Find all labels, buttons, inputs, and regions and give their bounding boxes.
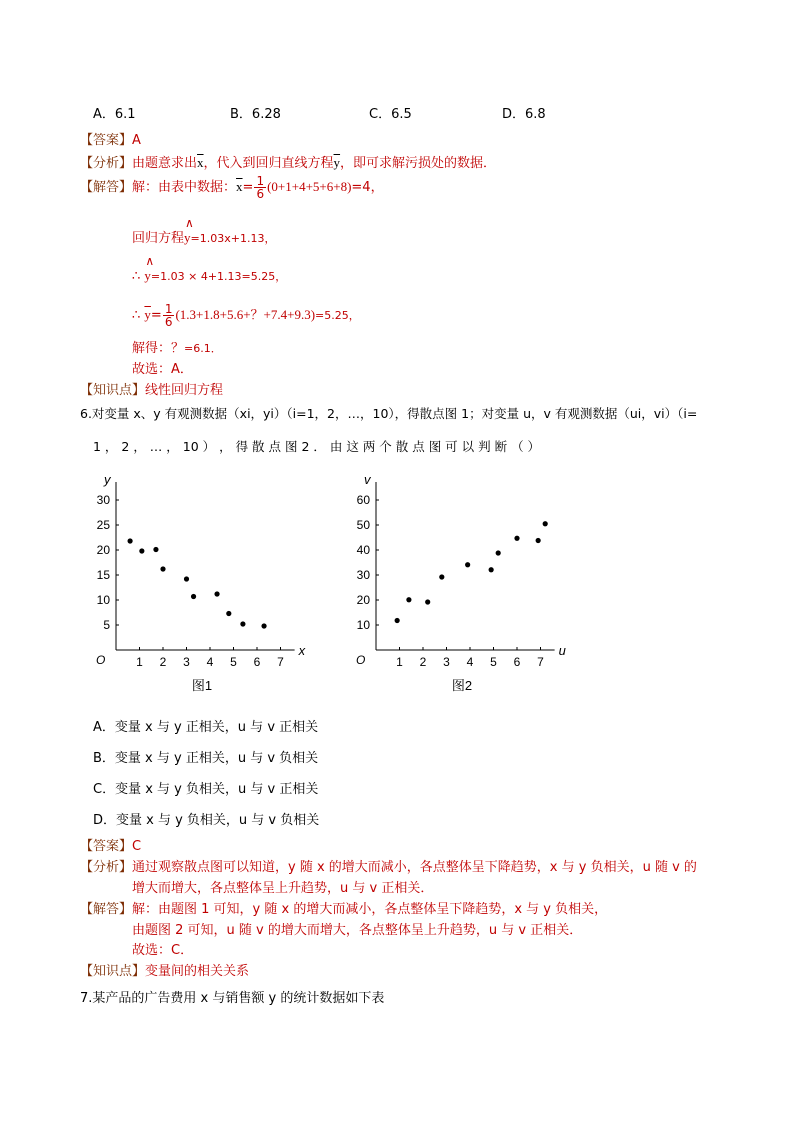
q6-stem-line1: 6.对变量 x、y 有观测数据（xi，yi）（i=1，2，…，10），得散点图 1；对变量 u，v 有观测数据（ui，vi）（i=: [80, 406, 698, 421]
x-axis-label: x: [298, 643, 306, 658]
scatter-point: [543, 521, 548, 526]
x-tick-label: 3: [183, 655, 190, 669]
x-tick-label: 1: [136, 655, 143, 669]
y-tick-label: 20: [96, 543, 110, 557]
scatter-point: [439, 574, 444, 579]
q6-analysis: [80, 856, 697, 875]
q6-solution: [80, 898, 607, 917]
x-tick-label: 7: [277, 655, 284, 669]
therefore-icon: ∴: [132, 308, 141, 323]
fraction-one-sixth: [163, 303, 175, 328]
q5-solution-line1: [80, 175, 384, 200]
solution-text: 解：由表中数据：: [132, 180, 237, 195]
q5-options: [93, 103, 693, 121]
answer-value: A: [132, 133, 141, 148]
x-tick-label: 7: [537, 655, 544, 669]
scatter-point: [395, 618, 400, 623]
analysis-text: ，即可求解污损处的数据．: [340, 156, 497, 171]
x-tick-label: 4: [466, 655, 474, 669]
solution-text: (0+1+4+5+6+8): [267, 179, 352, 194]
x-axis-label: u: [558, 643, 566, 658]
q5-option-d: D．6.8: [502, 107, 546, 122]
equals: =: [242, 180, 254, 195]
knowledge-text: 线性回归方程: [145, 383, 224, 398]
x-tick-label: 2: [159, 655, 167, 669]
analysis-text: ，代入到回归直线方程: [203, 156, 334, 171]
q6-option-a: A．变量 x 与 y 正相关，u 与 v 正相关: [93, 720, 319, 735]
q5-option-a: A．6.1: [93, 107, 136, 122]
y-hat: [144, 254, 155, 284]
scatter-point: [139, 548, 144, 553]
frac-num: 1: [256, 174, 265, 188]
q6-knowledge: [80, 960, 249, 979]
fraction-one-sixth: [254, 175, 266, 200]
therefore-icon: ∴: [132, 269, 141, 284]
knowledge-tag: 【知识点】: [80, 383, 146, 398]
x-tick-label: 5: [490, 655, 497, 669]
y-tick-label: 10: [356, 618, 370, 632]
scatter-point: [261, 623, 266, 628]
hat-icon: ∧: [145, 254, 155, 268]
y-tick-label: 30: [356, 568, 370, 582]
origin-label: O: [356, 653, 366, 667]
analysis-text: 由题意求出: [132, 156, 198, 171]
scatter-point: [184, 576, 189, 581]
solution-text: 解：由题图 1 可知，y 随 x 的增大而减小，各点整体呈下降趋势，x 与 y 负相关，: [132, 902, 608, 917]
y-tick-label: 15: [96, 568, 110, 582]
solution-text: =4，: [351, 180, 384, 195]
frac-den: 6: [256, 187, 265, 201]
x-tick-label: 4: [206, 655, 214, 669]
y-tick-label: 30: [96, 493, 110, 507]
y-hat: [184, 216, 194, 246]
y-tick-label: 5: [103, 618, 110, 632]
scatter-point: [128, 538, 133, 543]
q6-option-d: D．变量 x 与 y 负相关，u 与 v 负相关: [93, 813, 320, 828]
q5-option-c: C．6.5: [369, 107, 412, 122]
q6-option-c: C．变量 x 与 y 负相关，u 与 v 正相关: [93, 782, 319, 797]
q5-option-b: B．6.28: [230, 107, 281, 122]
scatter-point: [514, 536, 519, 541]
scatter-point: [240, 621, 245, 626]
y-bar: $\overline{y}$: [333, 155, 341, 170]
y-tick-label: 10: [96, 593, 110, 607]
q5-knowledge: [80, 379, 223, 398]
q7-stem: 7.某产品的广告费用 x 与销售额 y 的统计数据如下表: [80, 991, 385, 1006]
x-tick-label: 2: [419, 655, 427, 669]
solution-text: 解得：？: [132, 341, 185, 356]
scatter-plot-1: [90, 465, 320, 700]
solution-text: =1.03 × 4+1.13=5.25，: [150, 270, 287, 283]
answer-value: C: [132, 839, 142, 854]
scatter-point: [406, 597, 411, 602]
frac-num: 1: [164, 302, 173, 316]
scatter-point: [489, 567, 494, 572]
scatter-point: [160, 566, 165, 571]
scatter-point: [465, 562, 470, 567]
scatter-point: [191, 594, 196, 599]
scatter-point: [226, 611, 231, 616]
q6-option-b: B．变量 x 与 y 正相关，u 与 v 负相关: [93, 751, 319, 766]
y-axis-label: y: [104, 472, 111, 487]
y-var: y: [184, 230, 191, 245]
y-tick-label: 20: [356, 593, 370, 607]
answer-tag: 【答案】: [80, 839, 133, 854]
y-tick-label: 25: [96, 518, 110, 532]
q6-solution-line2: 由题图 2 可知，u 随 v 的增大而增大，各点整体呈上升趋势，u 与 v 正相关．: [132, 923, 583, 938]
solution-tag: 【解答】: [80, 902, 133, 917]
q5-solution-line3: [132, 254, 287, 284]
q5-solution-line2: [132, 216, 276, 246]
q5-analysis: [80, 152, 496, 171]
q5-solution-line6: 故选：A．: [132, 362, 193, 377]
scatter-point: [496, 550, 501, 555]
equals: =: [150, 308, 162, 323]
q6-answer: [80, 835, 141, 854]
x-tick-label: 5: [230, 655, 237, 669]
y-tick-label: 50: [356, 518, 370, 532]
q6-analysis-line2: 增大而增大，各点整体呈上升趋势，u 与 v 正相关．: [132, 881, 434, 896]
knowledge-text: 变量间的相关关系: [145, 964, 250, 979]
y-tick-label: 40: [356, 543, 370, 557]
scatter-point: [214, 591, 219, 596]
frac-den: 6: [164, 315, 173, 329]
x-tick-label: 6: [253, 655, 261, 669]
x-bar: $\overline{x}$: [197, 155, 204, 170]
y-tick-label: 60: [356, 493, 370, 507]
q6-stem-line2: 1 ， 2 ， … ， 10 ） ， 得 散 点 图 2 ． 由 这 两 个 散 点 图 可 以 判 断 （ ）: [93, 439, 541, 454]
knowledge-tag: 【知识点】: [80, 964, 146, 979]
q6-solution-line3: 故选：C．: [132, 943, 194, 958]
y-bar: $\overline{y}$: [144, 307, 151, 322]
scatter-point: [536, 538, 541, 543]
solution-text: =1.03x+1.13，: [190, 232, 276, 245]
y-axis-label: v: [364, 472, 371, 487]
x-tick-label: 1: [396, 655, 403, 669]
y-var: y: [144, 268, 151, 283]
scatter-point: [425, 599, 430, 604]
solution-text: 回归方程: [132, 231, 185, 246]
solution-text: (1.3+1.8+5.6+？+7.4+9.3): [175, 307, 316, 322]
answer-tag: 【答案】: [80, 133, 133, 148]
x-bar: $\overline{x}$: [236, 179, 243, 194]
q5-answer: [80, 129, 141, 148]
solution-text: =5.25，: [315, 309, 360, 322]
q5-solution-line5: [132, 337, 222, 356]
hat-icon: ∧: [185, 216, 194, 230]
figure-caption: 图1: [191, 678, 213, 693]
analysis-tag: 【分析】: [80, 860, 133, 875]
analysis-tag: 【分析】: [80, 156, 133, 171]
x-tick-label: 6: [513, 655, 521, 669]
q5-solution-line4: [132, 303, 360, 328]
origin-label: O: [96, 653, 106, 667]
analysis-text: 通过观察散点图可以知道，y 随 x 的增大而减小，各点整体呈下降趋势，x 与 y 负相关，u 随 v 的: [132, 860, 697, 875]
solution-tag: 【解答】: [80, 180, 133, 195]
solution-text: =6.1．: [184, 342, 222, 355]
x-tick-label: 3: [443, 655, 450, 669]
scatter-plot-2: [350, 465, 580, 700]
scatter-point: [153, 547, 158, 552]
figure-caption: 图2: [451, 678, 473, 693]
